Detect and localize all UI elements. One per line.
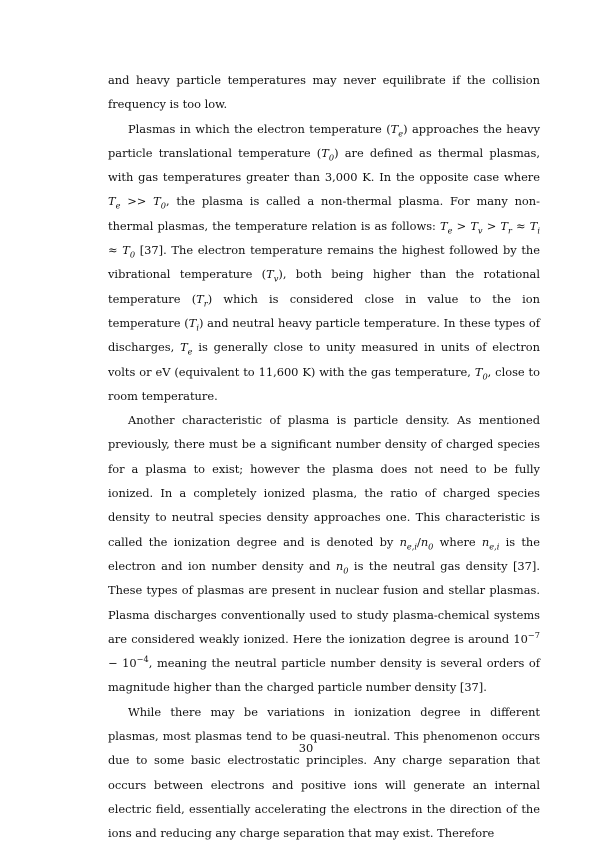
page-body [108,68,540,846]
paragraph-continuation: and heavy particle temperatures may never equilibrate if the collision frequency is too low. [108,73,540,112]
paragraph-quasi-neutrality: While there may be variations in ionization degree in different plasmas, most plasmas tend to be quasi-neutral. This phenomenon occurs due to some basic electrostatic principles. Any charge separation that occurs between electrons and positive ions will generate an internal electric field, essentially accelerating the electrons in the direction of the ions and reducing any charge separation that may exist. Therefore [108,704,540,841]
paragraph-thermal-plasmas: Plasmas in which the electron temperature $(T_e)$ approaches the heavy particle translational temperature $(T_0)$ are defined as thermal plasmas, with gas temperatures greater than 3,000 K. In the opposite case where $T_e >> T_0$, the plasma is called a non-thermal plasma. For many non-thermal plasmas, the temperature relation is as follows: $T_e > T_v > T_r \approx T_i \approx T_0$ [37]. The electron temperature remains the highest followed by the vibrational temperature $(T_v)$, both being higher than the rotational temperature $(T_r)$ which is considered close in value to the ion temperature $(T_i)$ and neutral heavy particle temperature. In these types of discharges, $T_e$ is generally close to unity measured in units of electron volts or eV (equivalent to 11,600 K) with the gas temperature, $T_0$, close to room temperature. [108,121,541,403]
page-number: 30 [298,741,314,755]
paragraph-particle-density: Another characteristic of plasma is particle density. As mentioned previously, there must be a significant number density of charged species for a plasma to exist; however the plasma does not need to be fully ionized. In a completely ionized plasma, the ratio of charged species density to neutral species density approaches one. This characteristic is called the ionization degree and is denoted by $n_{e,i}/n_0$ where $n_{e,i}$ is the electron and ion number density and $n_0$ is the neutral gas density [37]. These types of plasmas are present in nuclear fusion and stellar plasmas. Plasma discharges conventionally used to study plasma-chemical systems are considered weakly ionized. Here the ionization degree is around $10^{-7} - 10^{-4}$, meaning the neutral particle number density is several orders of magnitude higher than the charged particle number density [37]. [108,413,541,695]
